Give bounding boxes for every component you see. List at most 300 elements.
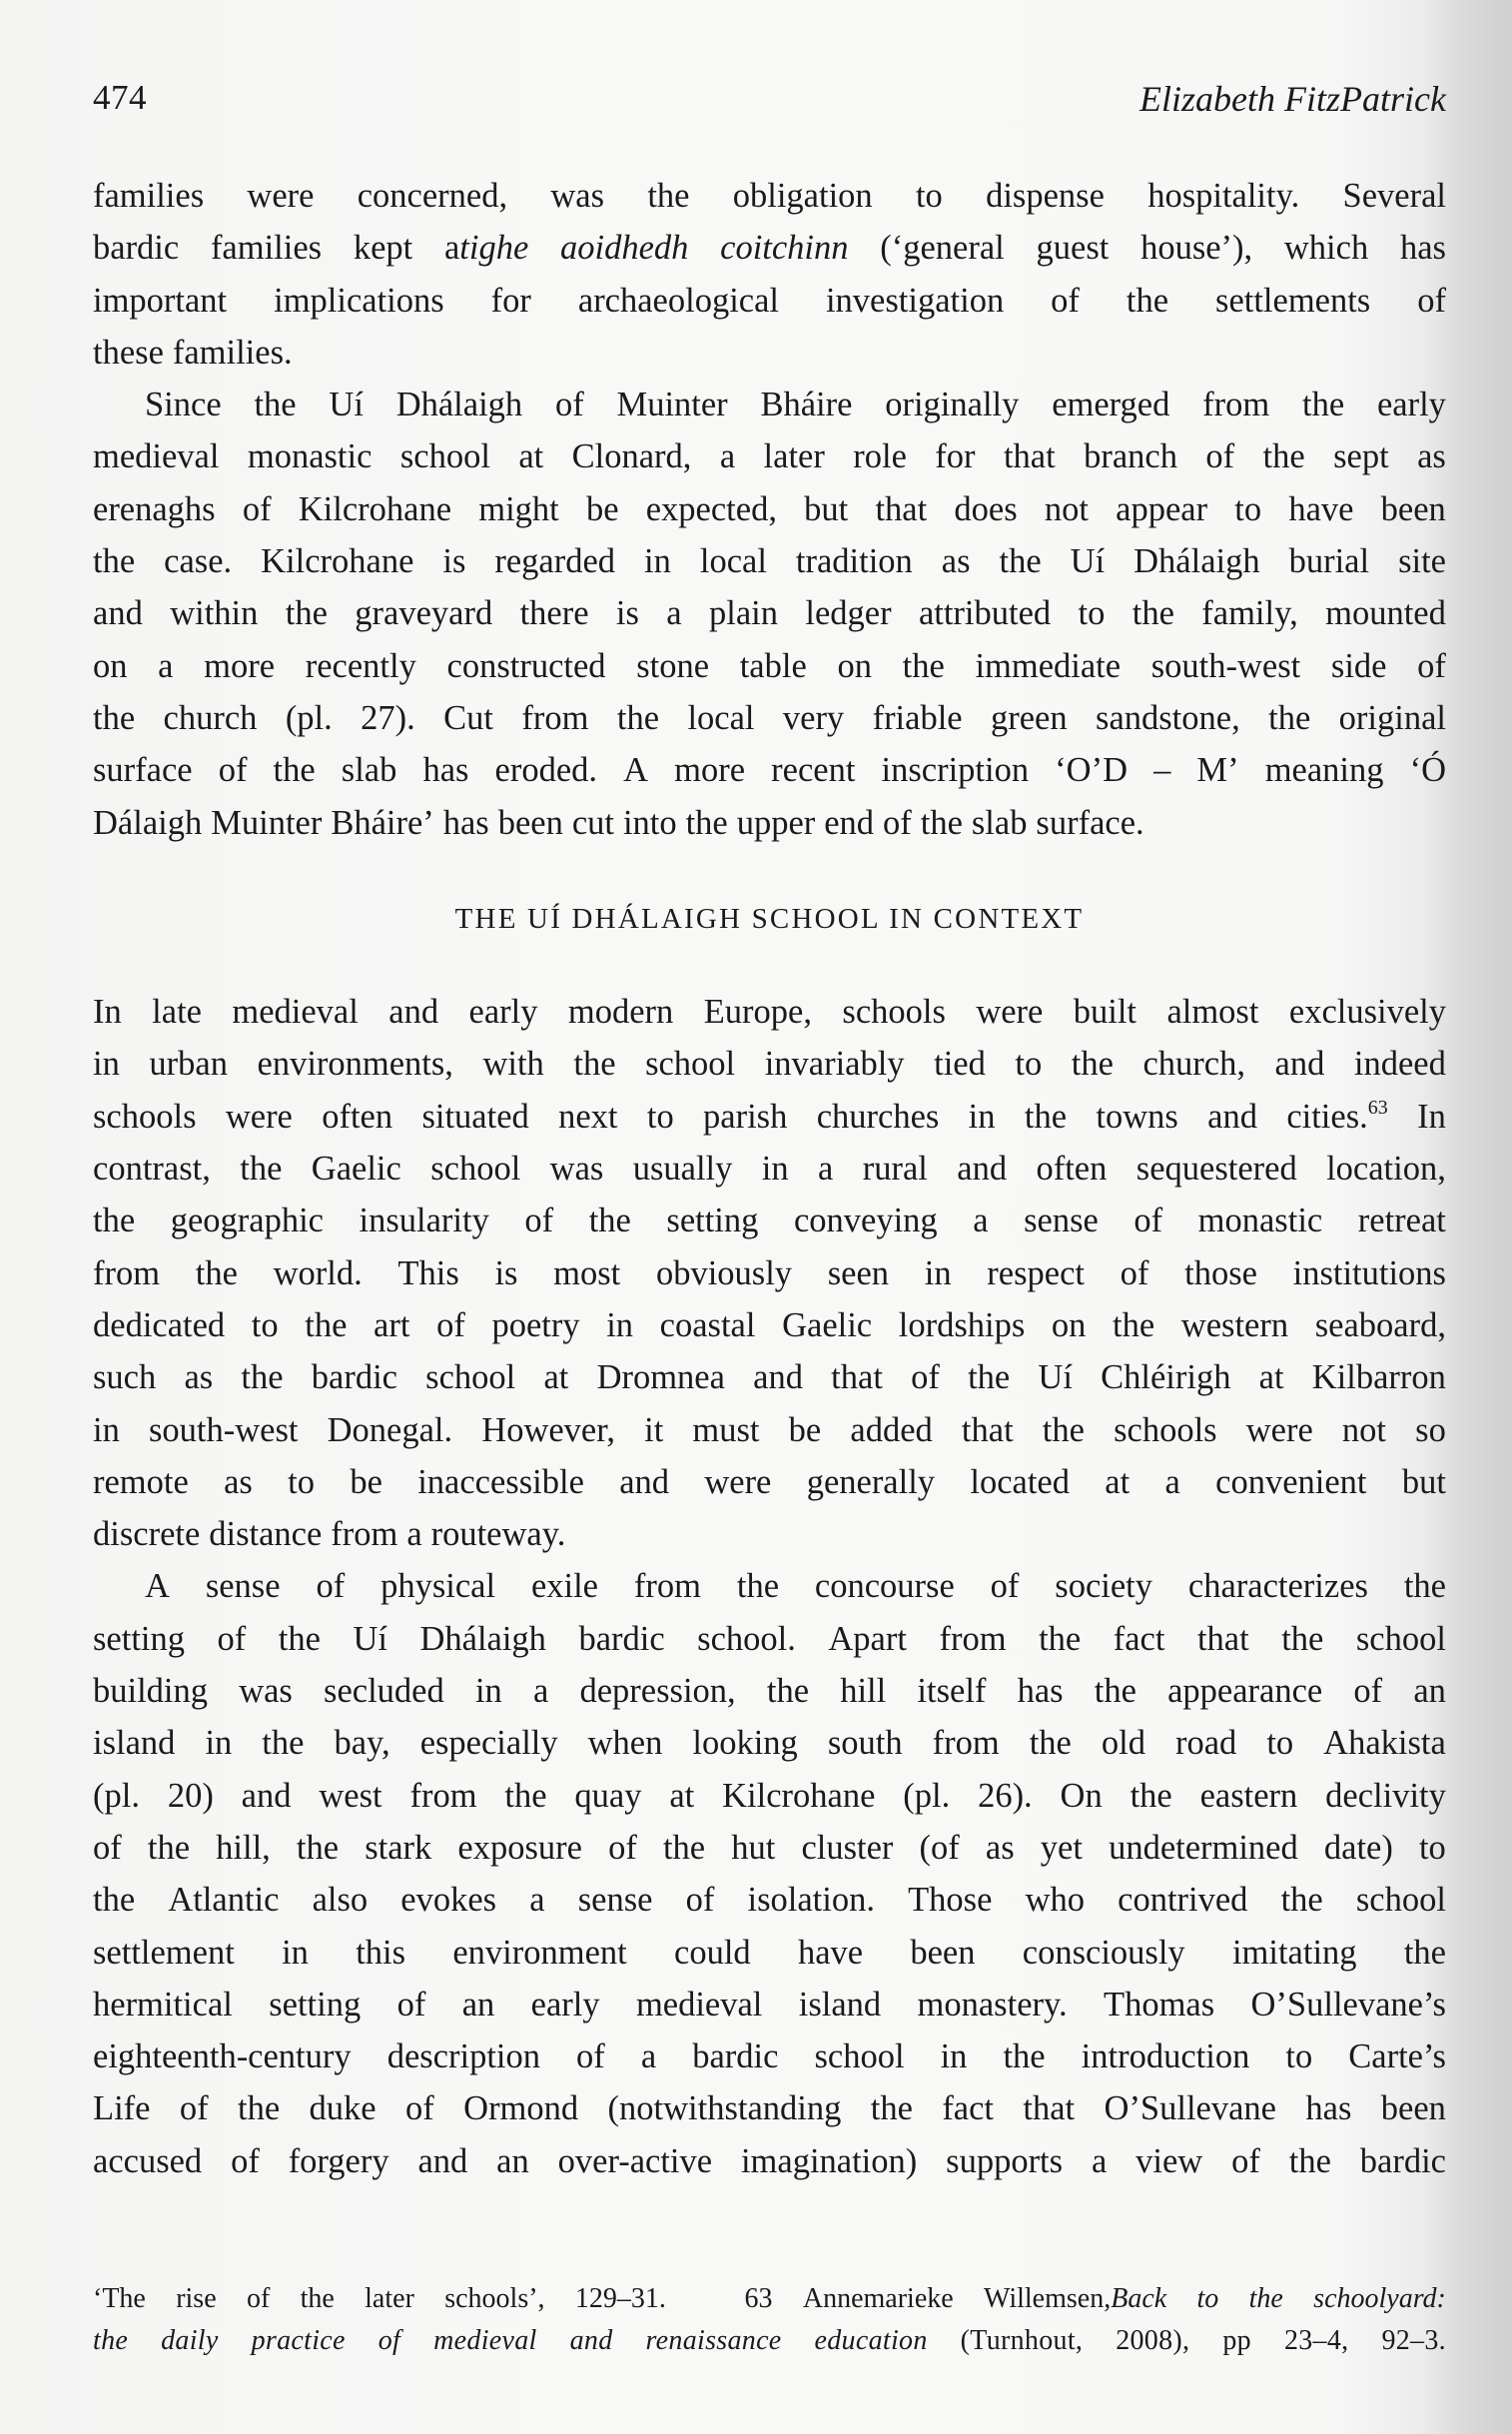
word: 63 [744,2283,773,2314]
word: recently [305,646,416,685]
word: the [1288,2141,1331,2180]
word: most [553,1253,621,1292]
italic-word: practice [251,2325,346,2356]
word: medieval [93,437,220,476]
word: O’Sullevane [1104,2089,1276,2128]
word: Annemarieke [802,2283,954,2314]
word: the [1042,1410,1085,1449]
word: is [615,594,639,633]
word: Clonard, [571,437,692,476]
word: branch [1084,437,1177,476]
word: early [530,1985,600,2024]
word: retreat [1357,1202,1446,1240]
word: bardic [692,2037,779,2076]
word: meaning [1264,751,1384,790]
word: the [93,1202,136,1240]
word: the [1280,1881,1323,1920]
running-head [93,78,1446,128]
text-line [93,275,1446,327]
word: early [468,993,538,1032]
word: pp [1222,2325,1251,2356]
text-line [93,483,1446,535]
word: introduction [1081,2037,1250,2076]
word: hill [840,1672,887,1711]
word: tradition [795,542,913,581]
word: that [1196,1619,1249,1658]
word: (notwithstanding [607,2089,842,2128]
word: concerned, [357,177,508,215]
word: a [719,437,736,476]
word: been [497,803,563,842]
word: seaboard, [1314,1305,1446,1344]
word: regarded [494,542,616,581]
italic-word: daily [161,2325,219,2356]
word: the [254,386,297,424]
italic-word: medieval [433,2325,537,2356]
word: west [319,1776,382,1815]
text-line [93,640,1446,692]
word: In [1417,1097,1446,1136]
word: who [1025,1881,1085,1920]
word: fact [1113,1619,1165,1658]
word: Muinter [211,803,323,842]
word: has [1305,2089,1352,2128]
word: modern [567,993,674,1032]
word: cut [571,803,614,842]
word: of [883,803,912,842]
word: the [1071,1045,1114,1084]
text-line [93,1979,1446,2030]
word: Uí [353,1619,387,1658]
word: of [217,1619,247,1658]
word: a [1091,2141,1108,2180]
word: towns [1096,1097,1178,1136]
word: exposure [457,1828,582,1867]
word: in [644,542,671,581]
word: Kilcrohane [722,1776,876,1815]
word: (of [919,1828,960,1867]
word: families. [172,333,293,372]
word: undetermined [1109,1828,1298,1867]
word: south-west [1150,646,1301,685]
word: next [558,1097,618,1136]
word: description [386,2037,540,2076]
word: the [1003,2037,1046,2076]
word: of [608,1828,637,1867]
word: sandstone, [1096,698,1240,737]
word: distance [209,1515,323,1554]
footnotes [93,2278,1446,2362]
word: hospitality. [1147,177,1300,215]
note-separator [696,2278,714,2320]
word: usually [632,1150,733,1189]
word: Life [93,2089,151,2128]
text-line [93,1613,1446,1665]
word: this [356,1933,406,1972]
word: more [204,646,276,685]
word: the [1126,281,1169,320]
word: seen [827,1253,890,1292]
word: bardic [311,1358,397,1397]
italic-word: Back [1111,2283,1167,2314]
word: original [1338,698,1446,737]
word: Carte’s [1348,2037,1446,2076]
word: as [1417,437,1446,476]
word: eroded. [494,751,598,790]
word: have [1288,489,1354,528]
word: archaeological [577,281,779,320]
text-line [93,1351,1446,1403]
word: at [669,1776,695,1815]
word: table [739,646,807,685]
word: churches [816,1097,940,1136]
word: Kilcrohane [261,542,414,581]
word: date) [1323,1828,1393,1867]
word: in [93,1045,120,1084]
word: the [93,1881,136,1920]
word: of [1134,1202,1163,1240]
word: monastery. [917,1985,1068,2024]
word: such [93,1358,157,1397]
word: geographic [170,1202,324,1240]
footnote-reference[interactable]: 63 [1367,1096,1388,1119]
word: investigation [825,281,1005,320]
word: not [1341,1410,1386,1449]
word: obviously [655,1253,793,1292]
word: bardic [578,1619,665,1658]
word: sept [1333,437,1389,476]
word: Gaelic [782,1305,873,1344]
word: setting [269,1985,362,2024]
word: it [644,1410,664,1449]
word: Bháire’ [331,803,434,842]
word: has [1399,229,1446,268]
word: On [1060,1776,1103,1815]
word: contrived [1118,1881,1248,1920]
word: been [1380,2089,1446,2128]
text-line [93,1927,1446,1979]
word: school. [697,1619,796,1658]
word: might [478,489,559,528]
word: and [388,993,439,1032]
word: view [1135,2141,1203,2180]
word: church, [1142,1045,1245,1084]
word: schools [93,1097,197,1136]
word: Willemsen,Back [984,2283,1167,2314]
word: the [1403,1567,1446,1606]
word: from [331,1515,398,1554]
word: a [529,1881,545,1920]
word: from [521,698,589,737]
italic-word: and [569,2325,613,2356]
word: be [350,1462,382,1501]
word: families [93,177,205,215]
word: cluster [801,1828,894,1867]
paragraph [93,1560,1446,2187]
word: upper [736,803,816,842]
word: as [184,1358,214,1397]
word: school [425,1358,516,1397]
word: 129–31. [574,2283,666,2314]
word: conveying [793,1202,938,1240]
word: family, [1201,594,1298,633]
italic-word: the [93,2325,129,2356]
word: cities.$^{63}$ [1286,1096,1388,1136]
word: stone [636,646,710,685]
word: that [1023,2089,1076,2128]
word: the [262,1724,305,1763]
word: a [818,1150,834,1189]
word: Cut [443,698,494,737]
word: generally [806,1462,936,1501]
word: Apart [828,1619,907,1658]
word: environments, [257,1045,453,1084]
word: monastic [1197,1202,1323,1240]
word: the [305,1305,348,1344]
word: families [210,229,323,268]
paragraph [93,379,1446,849]
text-line [93,1091,1446,1143]
word: looking [692,1724,798,1763]
word: invariably [764,1045,905,1084]
word: ‘O’D [1055,751,1128,790]
word: (‘general [880,229,1005,268]
word: on [837,646,872,685]
word: school [645,1045,736,1084]
text-line [93,430,1446,482]
word: Gaelic [311,1150,401,1189]
text-line [93,692,1446,744]
word: of [396,1985,426,2024]
word: end [824,803,875,842]
word: imitating [1231,1933,1357,1972]
word: very [782,698,845,737]
word: burial [1288,542,1370,581]
word: Bháire [760,386,853,424]
text-line [93,1195,1446,1246]
word: art [374,1305,410,1344]
word: dedicated [93,1305,226,1344]
word: also [312,1881,369,1920]
word: quay [574,1776,642,1815]
word: of [1051,281,1080,320]
word: at [518,437,544,476]
word: In [93,993,122,1032]
word: Since [145,386,222,424]
word: the [238,2089,281,2128]
word: the [647,177,690,215]
word: western [1180,1305,1289,1344]
word: setting [93,1619,185,1658]
word: consciously [1022,1933,1185,1972]
word: of [685,1881,715,1920]
word: Uí [329,386,364,424]
word: stark [365,1828,432,1867]
word: the [573,1045,616,1084]
word: does [954,489,1018,528]
text-line [93,327,1446,379]
word: to [1266,1724,1294,1763]
word: as [224,1462,253,1501]
word: the [273,751,316,790]
word: of [405,2089,434,2128]
word: contrast, [93,1150,211,1189]
word: routeway. [430,1515,566,1554]
word: and [241,1776,292,1815]
word: surface [93,751,193,790]
word: the [902,646,945,685]
word: the [278,1619,321,1658]
text-line [93,1665,1446,1717]
word: sense [1024,1202,1099,1240]
word: of [1120,1253,1149,1292]
word: at [543,1358,569,1397]
word: in [761,1150,789,1189]
word: from [633,1567,701,1606]
word: – [1153,751,1171,790]
word: to [1234,489,1262,528]
word: were [1245,1410,1313,1449]
word: of [1417,646,1446,685]
italic-word: to [1196,2283,1219,2314]
word: hermitical [93,1985,233,2024]
word: and [1207,1097,1257,1136]
text-line [93,2135,1446,2187]
word: more [674,751,746,790]
word: Those [908,1881,993,1920]
word: that [875,489,928,528]
word: of [93,1828,122,1867]
text-line [93,797,1446,849]
paragraph [93,170,1446,379]
word: the [1262,437,1305,476]
word: kept [353,229,413,268]
word: the [1113,1305,1155,1344]
word: an [1413,1672,1446,1711]
word: the [1268,698,1311,737]
word: into [622,803,677,842]
word: these [93,333,164,372]
text-line [93,1717,1446,1769]
word: when [587,1724,663,1763]
word: the [504,1776,547,1815]
word: settlement [93,1933,235,1972]
word: the [240,1150,283,1189]
word: respect [987,1253,1085,1292]
word: is [494,1253,518,1292]
word: world. [273,1253,363,1292]
word: at [1105,1462,1131,1501]
word: environment [452,1933,627,1972]
text-line [93,379,1446,430]
word: a [973,1202,989,1240]
word: Uí [1070,542,1106,581]
word: location, [1326,1150,1446,1189]
word: later [763,437,825,476]
word: often [1036,1150,1108,1189]
word: forgery [288,2141,389,2180]
word: to [646,1097,674,1136]
word: appear [1116,489,1208,528]
word: and [1274,1045,1325,1084]
word: ‘Ó [1409,751,1446,790]
word: Chléirigh [1101,1358,1231,1397]
word: the [195,1253,238,1292]
word: over-active [557,2141,713,2180]
word: the [93,698,136,737]
word: was [239,1672,293,1711]
word: a [1164,1462,1180,1501]
word: poetry [491,1305,580,1344]
word: especially [419,1724,558,1763]
text-line [93,535,1446,587]
word: (pl. [903,1776,951,1815]
word: originally [885,386,1020,424]
word: so [1415,1410,1446,1449]
word: the [300,2283,335,2314]
word: the [870,2089,913,2128]
text-line [93,587,1446,639]
word: from [939,1619,1007,1658]
italic-word: schoolyard: [1313,2283,1446,2314]
word: the [616,698,660,737]
word: of [1417,281,1446,320]
word: in [924,1253,952,1292]
word: of [524,1202,554,1240]
text-line [93,1299,1446,1351]
word: with [482,1045,544,1084]
word: at [1258,1358,1284,1397]
word: Thomas [1104,1985,1215,2024]
text-line [93,1508,1446,1560]
word: inscription [881,751,1030,790]
word: schools [1114,1410,1217,1449]
word: school [430,1150,521,1189]
word: school [814,2037,905,2076]
word: island [93,1724,176,1763]
word: in [474,1672,502,1711]
word: an [461,1985,495,2024]
word: supports [946,2141,1064,2180]
word: were [225,1097,293,1136]
word: guest [1036,229,1110,268]
word: church [163,698,258,737]
word: of [990,1567,1020,1606]
word: in [968,1097,996,1136]
word: hill, [216,1828,271,1867]
word: convenient [1215,1462,1367,1501]
italic-word: renaissance [645,2325,782,2356]
word: south [827,1724,903,1763]
word: concourse [814,1567,955,1606]
word: exile [530,1567,598,1606]
word: a [406,1515,422,1554]
word: for [935,437,976,476]
text-line [93,1874,1446,1926]
word: almost [1166,993,1259,1032]
word: Kilcrohane [298,489,452,528]
word: a [158,646,174,685]
word: of [242,489,272,528]
word: of [1353,1672,1383,1711]
word: itself [917,1672,987,1711]
word: slab [341,751,397,790]
word: of [316,1567,346,1606]
word: green [991,698,1068,737]
text-line [93,1456,1446,1508]
word: for [490,281,531,320]
word: on [93,646,128,685]
